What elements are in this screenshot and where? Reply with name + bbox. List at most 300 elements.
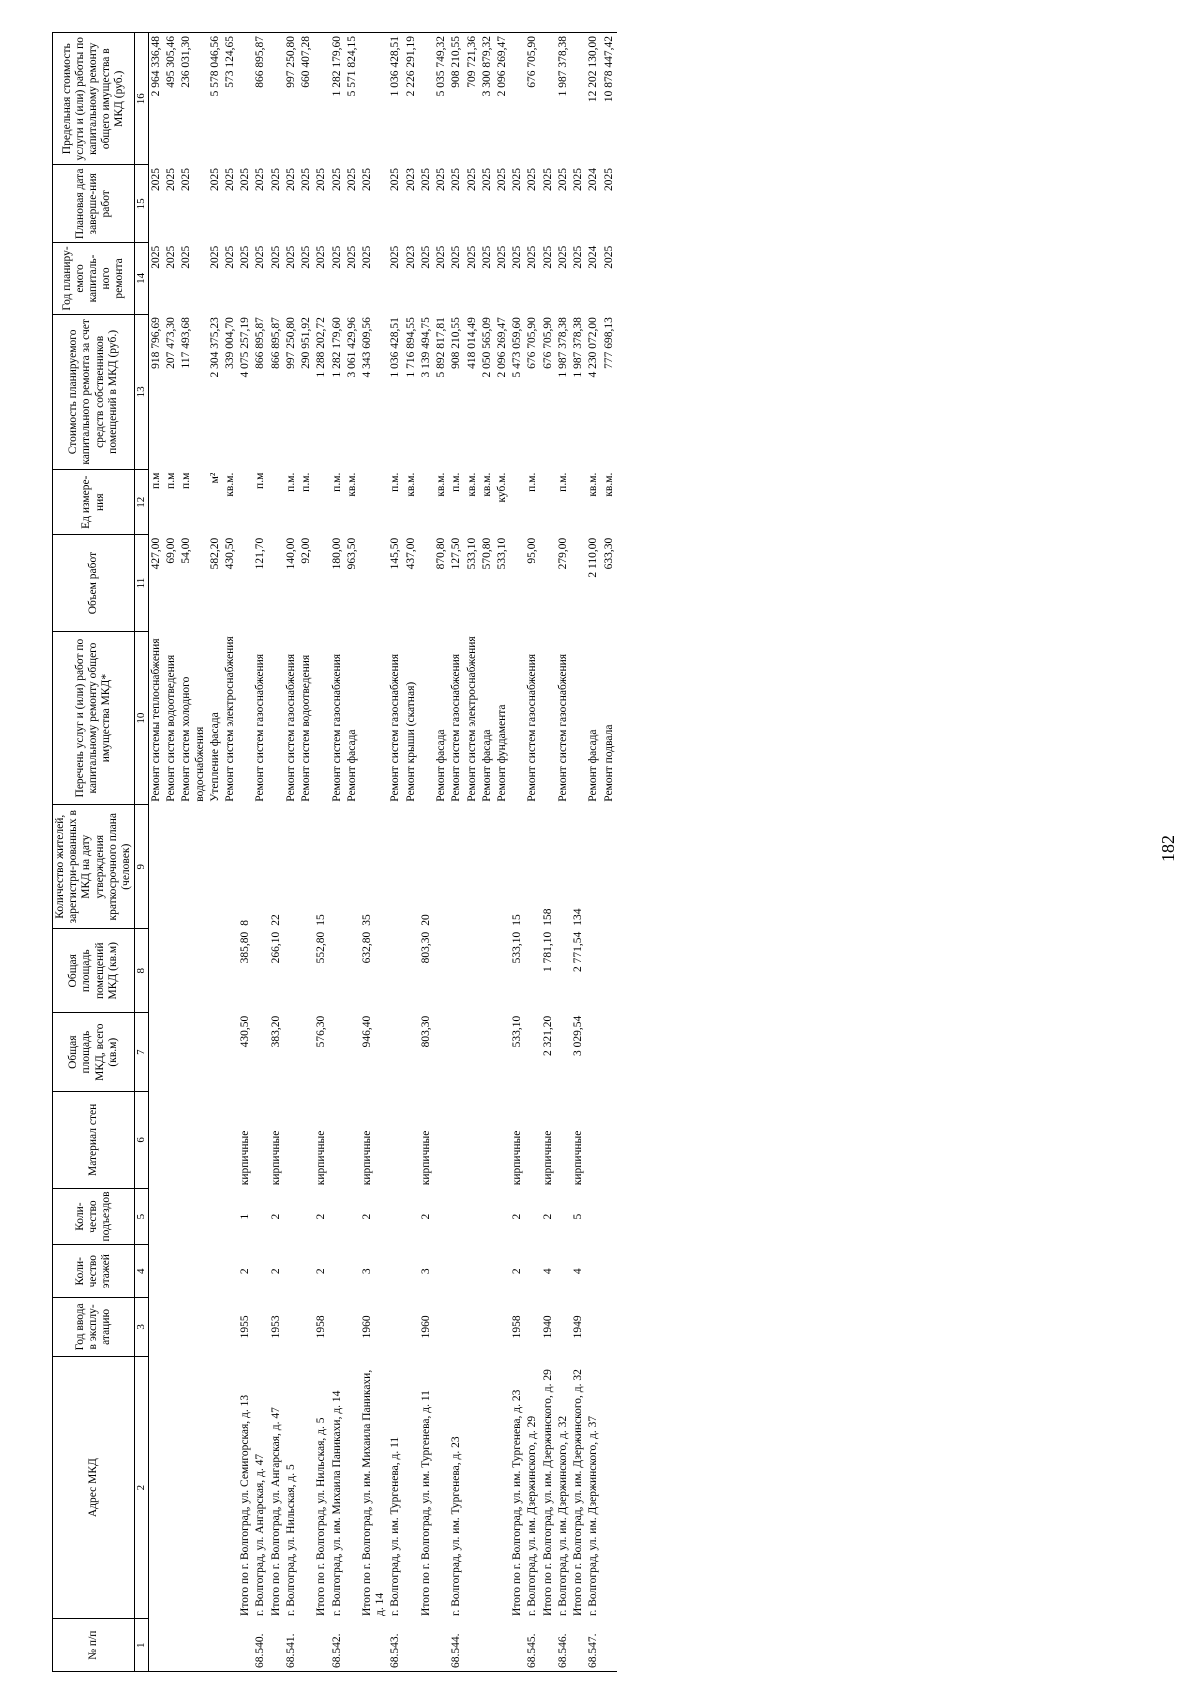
end-date-cell: 2025 (511, 167, 524, 191)
header-row (53, 33, 135, 1672)
wall-material-cell: кирпичные (511, 1130, 524, 1186)
header-cell: № п/п (53, 1619, 135, 1672)
total-area-cell (388, 1013, 403, 1092)
entrances-cell (556, 1188, 571, 1245)
residents-cell: 8 (239, 919, 252, 926)
unit-cell: п.м. (526, 472, 539, 492)
plan-year-cell: 2025 (541, 245, 554, 269)
wall-material-cell (148, 1092, 164, 1189)
table-row (284, 33, 299, 1672)
plan-year-cell: 2025 (572, 245, 585, 269)
volume-cell: 533,10 (495, 537, 508, 570)
plan-year-cell: 2025 (224, 245, 237, 269)
column-number: 16 (135, 33, 149, 165)
cost-cell: 2 050 565,09 (480, 317, 493, 378)
floors-cell: 3 (361, 1268, 374, 1275)
total-area-cell (345, 1013, 360, 1092)
entrances-cell (330, 1188, 345, 1245)
wall-material-cell (388, 1092, 403, 1189)
floors-cell (345, 1245, 360, 1298)
row-number (164, 1619, 179, 1672)
end-date-cell: 2025 (541, 167, 554, 191)
wall-material-cell: кирпичные (239, 1130, 252, 1186)
max-cost-cell: 10 878 447,42 (602, 33, 617, 165)
total-area-cell: 803,30 (419, 1015, 432, 1048)
table-row (480, 33, 495, 1672)
floors-cell (330, 1245, 345, 1298)
unit-cell: м² (208, 472, 221, 484)
residents-cell: 134 (572, 908, 585, 926)
entrances-cell: 2 (315, 1213, 328, 1220)
entrances-cell (434, 1188, 449, 1245)
premises-area-cell (525, 929, 540, 1013)
residents-cell (388, 805, 403, 929)
max-cost-cell: 2 226 291,19 (404, 33, 419, 165)
floors-cell (434, 1245, 449, 1298)
entrances-cell (148, 1188, 164, 1245)
entrances-cell: 2 (511, 1213, 524, 1220)
premises-area-cell (148, 929, 164, 1013)
max-cost-cell: 573 124,65 (223, 33, 238, 165)
volume-cell (510, 535, 525, 632)
header-cell: Объем работ (53, 535, 135, 632)
commission-year-cell (330, 1297, 345, 1356)
header-cell: Количество жителей, зарегистри-рованных в МКД на дату утверждения краткосрочного плана (человек) (53, 805, 135, 929)
unit-cell: п.м. (300, 472, 313, 492)
plan-year-cell: 2025 (465, 245, 478, 269)
premises-area-cell: 1 781,10 (541, 931, 554, 972)
floors-cell: 3 (419, 1268, 432, 1275)
max-cost-cell: 5 035 749,32 (434, 33, 449, 165)
cost-cell: 5 473 059,60 (511, 317, 524, 378)
column-number: 14 (135, 243, 149, 314)
total-row (314, 33, 329, 1672)
wall-material-cell (299, 1092, 314, 1189)
unit-cell (314, 470, 329, 535)
header-cell: Год ввода в эксплу-атацию (53, 1297, 135, 1356)
floors-cell (586, 1245, 601, 1298)
wall-material-cell (586, 1092, 601, 1189)
plan-year-cell: 2024 (587, 245, 600, 269)
commission-year-cell (179, 1297, 207, 1356)
work-type-cell: Ремонт систем электроснабжения (465, 636, 478, 802)
address-cell (148, 1356, 164, 1619)
total-area-cell (253, 1013, 268, 1092)
entrances-cell (345, 1188, 360, 1245)
end-date-cell: 2025 (254, 167, 267, 191)
column-number: 13 (135, 314, 149, 469)
column-number: 8 (135, 929, 149, 1013)
cost-cell: 1 282 179,60 (330, 317, 343, 378)
premises-area-cell (556, 929, 571, 1013)
table-row (556, 33, 571, 1672)
entrances-cell: 2 (269, 1213, 282, 1220)
end-date-cell: 2025 (361, 167, 374, 191)
total-area-cell (495, 1013, 510, 1092)
plan-year-cell: 2025 (165, 245, 178, 269)
row-number (510, 1619, 525, 1672)
floors-cell (388, 1245, 403, 1298)
max-cost-cell: 660 407,28 (299, 33, 314, 165)
wall-material-cell (404, 1092, 419, 1189)
table-row (148, 33, 164, 1672)
total-area-cell: 2 321,20 (541, 1015, 554, 1057)
commission-year-cell (388, 1297, 403, 1356)
unit-cell: п.м (149, 472, 162, 489)
max-cost-cell: 5 578 046,56 (208, 33, 223, 165)
entrances-cell (449, 1188, 464, 1245)
row-number (179, 1619, 207, 1672)
work-type-cell (541, 631, 556, 804)
unit-cell (419, 470, 434, 535)
residents-cell (223, 805, 238, 929)
row-number (571, 1619, 586, 1672)
volume-cell: 570,80 (480, 537, 493, 570)
cost-cell: 777 698,13 (602, 317, 615, 369)
plan-year-cell: 2025 (269, 245, 282, 269)
table-row (525, 33, 540, 1672)
address-cell (223, 1356, 238, 1619)
end-date-cell: 2024 (587, 167, 600, 191)
row-number (541, 1619, 556, 1672)
header-cell: Коли-чество подъездов (53, 1188, 135, 1245)
address-cell (434, 1356, 449, 1619)
residents-cell (586, 805, 601, 929)
work-type-cell: Ремонт систем водоотведения (165, 654, 178, 802)
commission-year-cell (480, 1297, 495, 1356)
total-area-cell (179, 1013, 207, 1092)
unit-cell: кв.м. (480, 472, 493, 497)
wall-material-cell (164, 1092, 179, 1189)
floors-cell (404, 1245, 419, 1298)
residents-cell (179, 805, 207, 929)
column-number: 6 (135, 1092, 149, 1189)
unit-cell: п.м. (284, 472, 297, 492)
end-date-cell: 2025 (224, 167, 237, 191)
address-cell: Итого по г. Волгоград, ул. Ангарская, д. 47 (269, 1407, 282, 1616)
end-date-cell: 2025 (239, 167, 252, 191)
total-area-cell (525, 1013, 540, 1092)
residents-cell (253, 805, 268, 929)
floors-cell (525, 1245, 540, 1298)
max-cost-cell: 2 964 336,48 (148, 33, 164, 165)
premises-area-cell (299, 929, 314, 1013)
work-type-cell: Ремонт фасада (480, 729, 493, 802)
residents-cell (495, 805, 510, 929)
column-number: 11 (135, 535, 149, 632)
end-date-cell: 2025 (495, 167, 508, 191)
entrances-cell: 2 (361, 1213, 374, 1220)
end-date-cell: 2025 (465, 167, 478, 191)
volume-cell (314, 535, 329, 632)
residents-cell (208, 805, 223, 929)
address-cell (208, 1356, 223, 1619)
end-date-cell: 2025 (180, 167, 193, 191)
max-cost-cell (541, 33, 556, 165)
residents-cell: 22 (269, 914, 282, 926)
volume-cell: 870,80 (435, 537, 448, 570)
wall-material-cell (284, 1092, 299, 1189)
header-cell: Материал стен (53, 1092, 135, 1189)
max-cost-cell: 5 571 824,15 (345, 33, 360, 165)
total-area-cell (586, 1013, 601, 1092)
max-cost-cell (571, 33, 586, 165)
entrances-cell (525, 1188, 540, 1245)
premises-area-cell (480, 929, 495, 1013)
residents-cell (480, 805, 495, 929)
wall-material-cell: кирпичные (419, 1130, 432, 1186)
address-cell: г. Волгоград, ул. Нильская, д. 5 (284, 1464, 297, 1616)
cost-cell: 676 705,90 (541, 317, 554, 369)
premises-area-cell (284, 929, 299, 1013)
end-date-cell: 2025 (389, 167, 402, 191)
volume-cell: 69,00 (165, 537, 178, 564)
max-cost-cell: 997 250,80 (284, 33, 299, 165)
work-type-cell (571, 631, 586, 804)
table-row (586, 33, 601, 1672)
commission-year-cell: 1960 (361, 1315, 374, 1339)
end-date-cell: 2025 (345, 167, 358, 191)
end-date-cell: 2025 (450, 167, 463, 191)
volume-cell (419, 535, 434, 632)
unit-cell: кв.м. (404, 472, 417, 497)
address-cell: г. Волгоград, ул. им. Михаила Паникахи, д. 14 (330, 1390, 343, 1616)
column-number: 12 (135, 470, 149, 535)
floors-cell: 4 (572, 1268, 585, 1275)
row-number (495, 1619, 510, 1672)
max-cost-cell (314, 33, 329, 165)
floors-cell: 2 (315, 1268, 328, 1275)
premises-area-cell (602, 929, 617, 1013)
commission-year-cell: 1940 (541, 1315, 554, 1339)
residents-cell (449, 805, 464, 929)
commission-year-cell (434, 1297, 449, 1356)
column-number-row (135, 33, 149, 1672)
header-cell: Предельная стоимость услуги и (или) работы по капитальному ремонту общего имущества в МКД (руб.) (53, 33, 135, 165)
row-number (480, 1619, 495, 1672)
row-number: 68.541. (284, 1619, 299, 1672)
total-row (360, 33, 388, 1672)
premises-area-cell (404, 929, 419, 1013)
wall-material-cell (556, 1092, 571, 1189)
address-cell: г. Волгоград, ул. им. Тургенева, д. 23 (450, 1436, 463, 1616)
entrances-cell (388, 1188, 403, 1245)
commission-year-cell: 1958 (511, 1315, 524, 1339)
commission-year-cell (164, 1297, 179, 1356)
commission-year-cell (223, 1297, 238, 1356)
table-row (179, 33, 207, 1672)
address-cell (404, 1356, 419, 1619)
entrances-cell (586, 1188, 601, 1245)
work-type-cell: Ремонт систем газоснабжения (526, 653, 539, 802)
address-cell: Итого по г. Волгоград, ул. Нильская, д. 5 (315, 1417, 328, 1616)
wall-material-cell (465, 1092, 480, 1189)
work-type-cell: Ремонт систем электроснабжения (224, 636, 237, 802)
volume-cell: 145,50 (389, 537, 402, 570)
cost-cell: 997 250,80 (284, 317, 297, 369)
commission-year-cell (284, 1297, 299, 1356)
end-date-cell: 2025 (572, 167, 585, 191)
end-date-cell: 2025 (149, 167, 162, 191)
wall-material-cell (253, 1092, 268, 1189)
premises-area-cell (586, 929, 601, 1013)
volume-cell: 140,00 (284, 537, 297, 570)
plan-year-cell: 2025 (495, 245, 508, 269)
max-cost-cell: 908 210,55 (449, 33, 464, 165)
wall-material-cell (179, 1092, 207, 1189)
volume-cell: 279,00 (556, 537, 569, 570)
work-type-cell: Ремонт систем газоснабжения (254, 653, 267, 802)
plan-year-cell: 2025 (389, 245, 402, 269)
premises-area-cell (208, 929, 223, 1013)
total-area-cell: 533,10 (511, 1015, 524, 1048)
end-date-cell: 2025 (526, 167, 539, 191)
premises-area-cell: 385,80 (239, 931, 252, 964)
residents-cell (404, 805, 419, 929)
unit-cell: п.м. (556, 472, 569, 492)
work-type-cell: Ремонт систем газоснабжения (450, 653, 463, 802)
wall-material-cell (525, 1092, 540, 1189)
unit-cell: кв.м. (587, 472, 600, 497)
header-cell: Перечень услуг и (или) работ по капитальному ремонту общего имущества МКД* (53, 631, 135, 804)
max-cost-cell (238, 33, 253, 165)
total-area-cell (164, 1013, 179, 1092)
row-number (404, 1619, 419, 1672)
address-cell: г. Волгоград, ул. им. Тургенева, д. 11 (389, 1436, 402, 1616)
header-cell: Коли-чество этажей (53, 1245, 135, 1298)
row-number (148, 1619, 164, 1672)
unit-cell (238, 470, 253, 535)
address-cell: г. Волгоград, ул. им. Дзержинского, д. 29 (526, 1415, 539, 1616)
row-number (223, 1619, 238, 1672)
residents-cell (345, 805, 360, 929)
commission-year-cell (495, 1297, 510, 1356)
column-number: 9 (135, 805, 149, 929)
cost-cell: 3 061 429,96 (345, 317, 358, 378)
total-area-cell: 3 029,54 (572, 1015, 585, 1057)
commission-year-cell (148, 1297, 164, 1356)
max-cost-cell: 236 031,30 (179, 33, 207, 165)
unit-cell: п.м. (450, 472, 463, 492)
work-type-cell (419, 631, 434, 804)
total-area-cell (480, 1013, 495, 1092)
volume-cell: 95,00 (526, 537, 539, 564)
cost-cell: 4 343 609,56 (361, 317, 374, 378)
residents-cell: 158 (541, 908, 554, 926)
residents-cell: 15 (315, 914, 328, 926)
plan-year-cell: 2023 (404, 245, 417, 269)
volume-cell: 121,70 (254, 537, 267, 570)
commission-year-cell (299, 1297, 314, 1356)
unit-cell: кв.м. (224, 472, 237, 497)
volume-cell (541, 535, 556, 632)
volume-cell: 437,00 (404, 537, 417, 570)
total-row (510, 33, 525, 1672)
cost-cell: 339 004,70 (224, 317, 237, 369)
end-date-cell: 2025 (330, 167, 343, 191)
table-row (253, 33, 268, 1672)
table-row (449, 33, 464, 1672)
max-cost-cell: 1 282 179,60 (330, 33, 345, 165)
max-cost-cell: 866 895,87 (253, 33, 268, 165)
plan-year-cell: 2025 (435, 245, 448, 269)
commission-year-cell (556, 1297, 571, 1356)
end-date-cell: 2025 (602, 167, 615, 191)
work-type-cell: Ремонт фасада (345, 729, 358, 802)
max-cost-cell: 1 036 428,51 (388, 33, 403, 165)
total-area-cell (148, 1013, 164, 1092)
header-cell: Ед измере-ния (53, 470, 135, 535)
end-date-cell: 2025 (269, 167, 282, 191)
row-number (238, 1619, 253, 1672)
commission-year-cell (586, 1297, 601, 1356)
plan-year-cell: 2025 (239, 245, 252, 269)
address-cell (345, 1356, 360, 1619)
address-cell (602, 1356, 617, 1619)
total-area-cell (449, 1013, 464, 1092)
plan-year-cell: 2025 (315, 245, 328, 269)
cost-cell: 4 230 072,00 (587, 317, 600, 378)
total-area-cell: 946,40 (361, 1015, 374, 1048)
residents-cell (284, 805, 299, 929)
header-cell: Общая площадь помещений МКД (кв.м) (53, 929, 135, 1013)
volume-cell (269, 535, 284, 632)
wall-material-cell: кирпичные (572, 1130, 585, 1186)
plan-year-cell: 2025 (556, 245, 569, 269)
row-number: 68.544. (449, 1619, 464, 1672)
total-area-cell (223, 1013, 238, 1092)
cost-cell: 418 014,49 (465, 317, 478, 369)
address-cell (480, 1356, 495, 1619)
max-cost-cell: 495 305,46 (164, 33, 179, 165)
residents-cell (525, 805, 540, 929)
repair-plan-table (52, 32, 617, 1672)
wall-material-cell (495, 1092, 510, 1189)
max-cost-cell (510, 33, 525, 165)
end-date-cell: 2025 (419, 167, 432, 191)
unit-cell: кв.м. (435, 472, 448, 497)
total-area-cell (208, 1013, 223, 1092)
volume-cell: 582,20 (208, 537, 221, 570)
work-type-cell: Ремонт систем водоотведения (300, 654, 313, 802)
residents-cell (465, 805, 480, 929)
premises-area-cell (495, 929, 510, 1013)
floors-cell (253, 1245, 268, 1298)
floors-cell (164, 1245, 179, 1298)
plan-year-cell: 2025 (180, 245, 193, 269)
premises-area-cell (465, 929, 480, 1013)
max-cost-cell: 2 096 269,47 (495, 33, 510, 165)
cost-cell: 676 705,90 (526, 317, 539, 369)
unit-cell (510, 470, 525, 535)
column-number: 4 (135, 1245, 149, 1298)
entrances-cell (495, 1188, 510, 1245)
total-area-cell (330, 1013, 345, 1092)
premises-area-cell: 552,80 (315, 931, 328, 964)
cost-cell: 2 304 375,23 (208, 317, 221, 378)
plan-year-cell: 2025 (361, 245, 374, 269)
header-cell: Адрес МКД (53, 1356, 135, 1619)
wall-material-cell (602, 1092, 617, 1189)
entrances-cell (164, 1188, 179, 1245)
premises-area-cell (179, 929, 207, 1013)
total-area-cell (602, 1013, 617, 1092)
residents-cell: 35 (361, 914, 374, 926)
volume-cell: 54,00 (180, 537, 193, 564)
plan-year-cell: 2025 (480, 245, 493, 269)
plan-year-cell: 2025 (208, 245, 221, 269)
address-cell: Итого по г. Волгоград, ул. им. Михаила Паникахи, д. 14 (361, 1369, 387, 1616)
